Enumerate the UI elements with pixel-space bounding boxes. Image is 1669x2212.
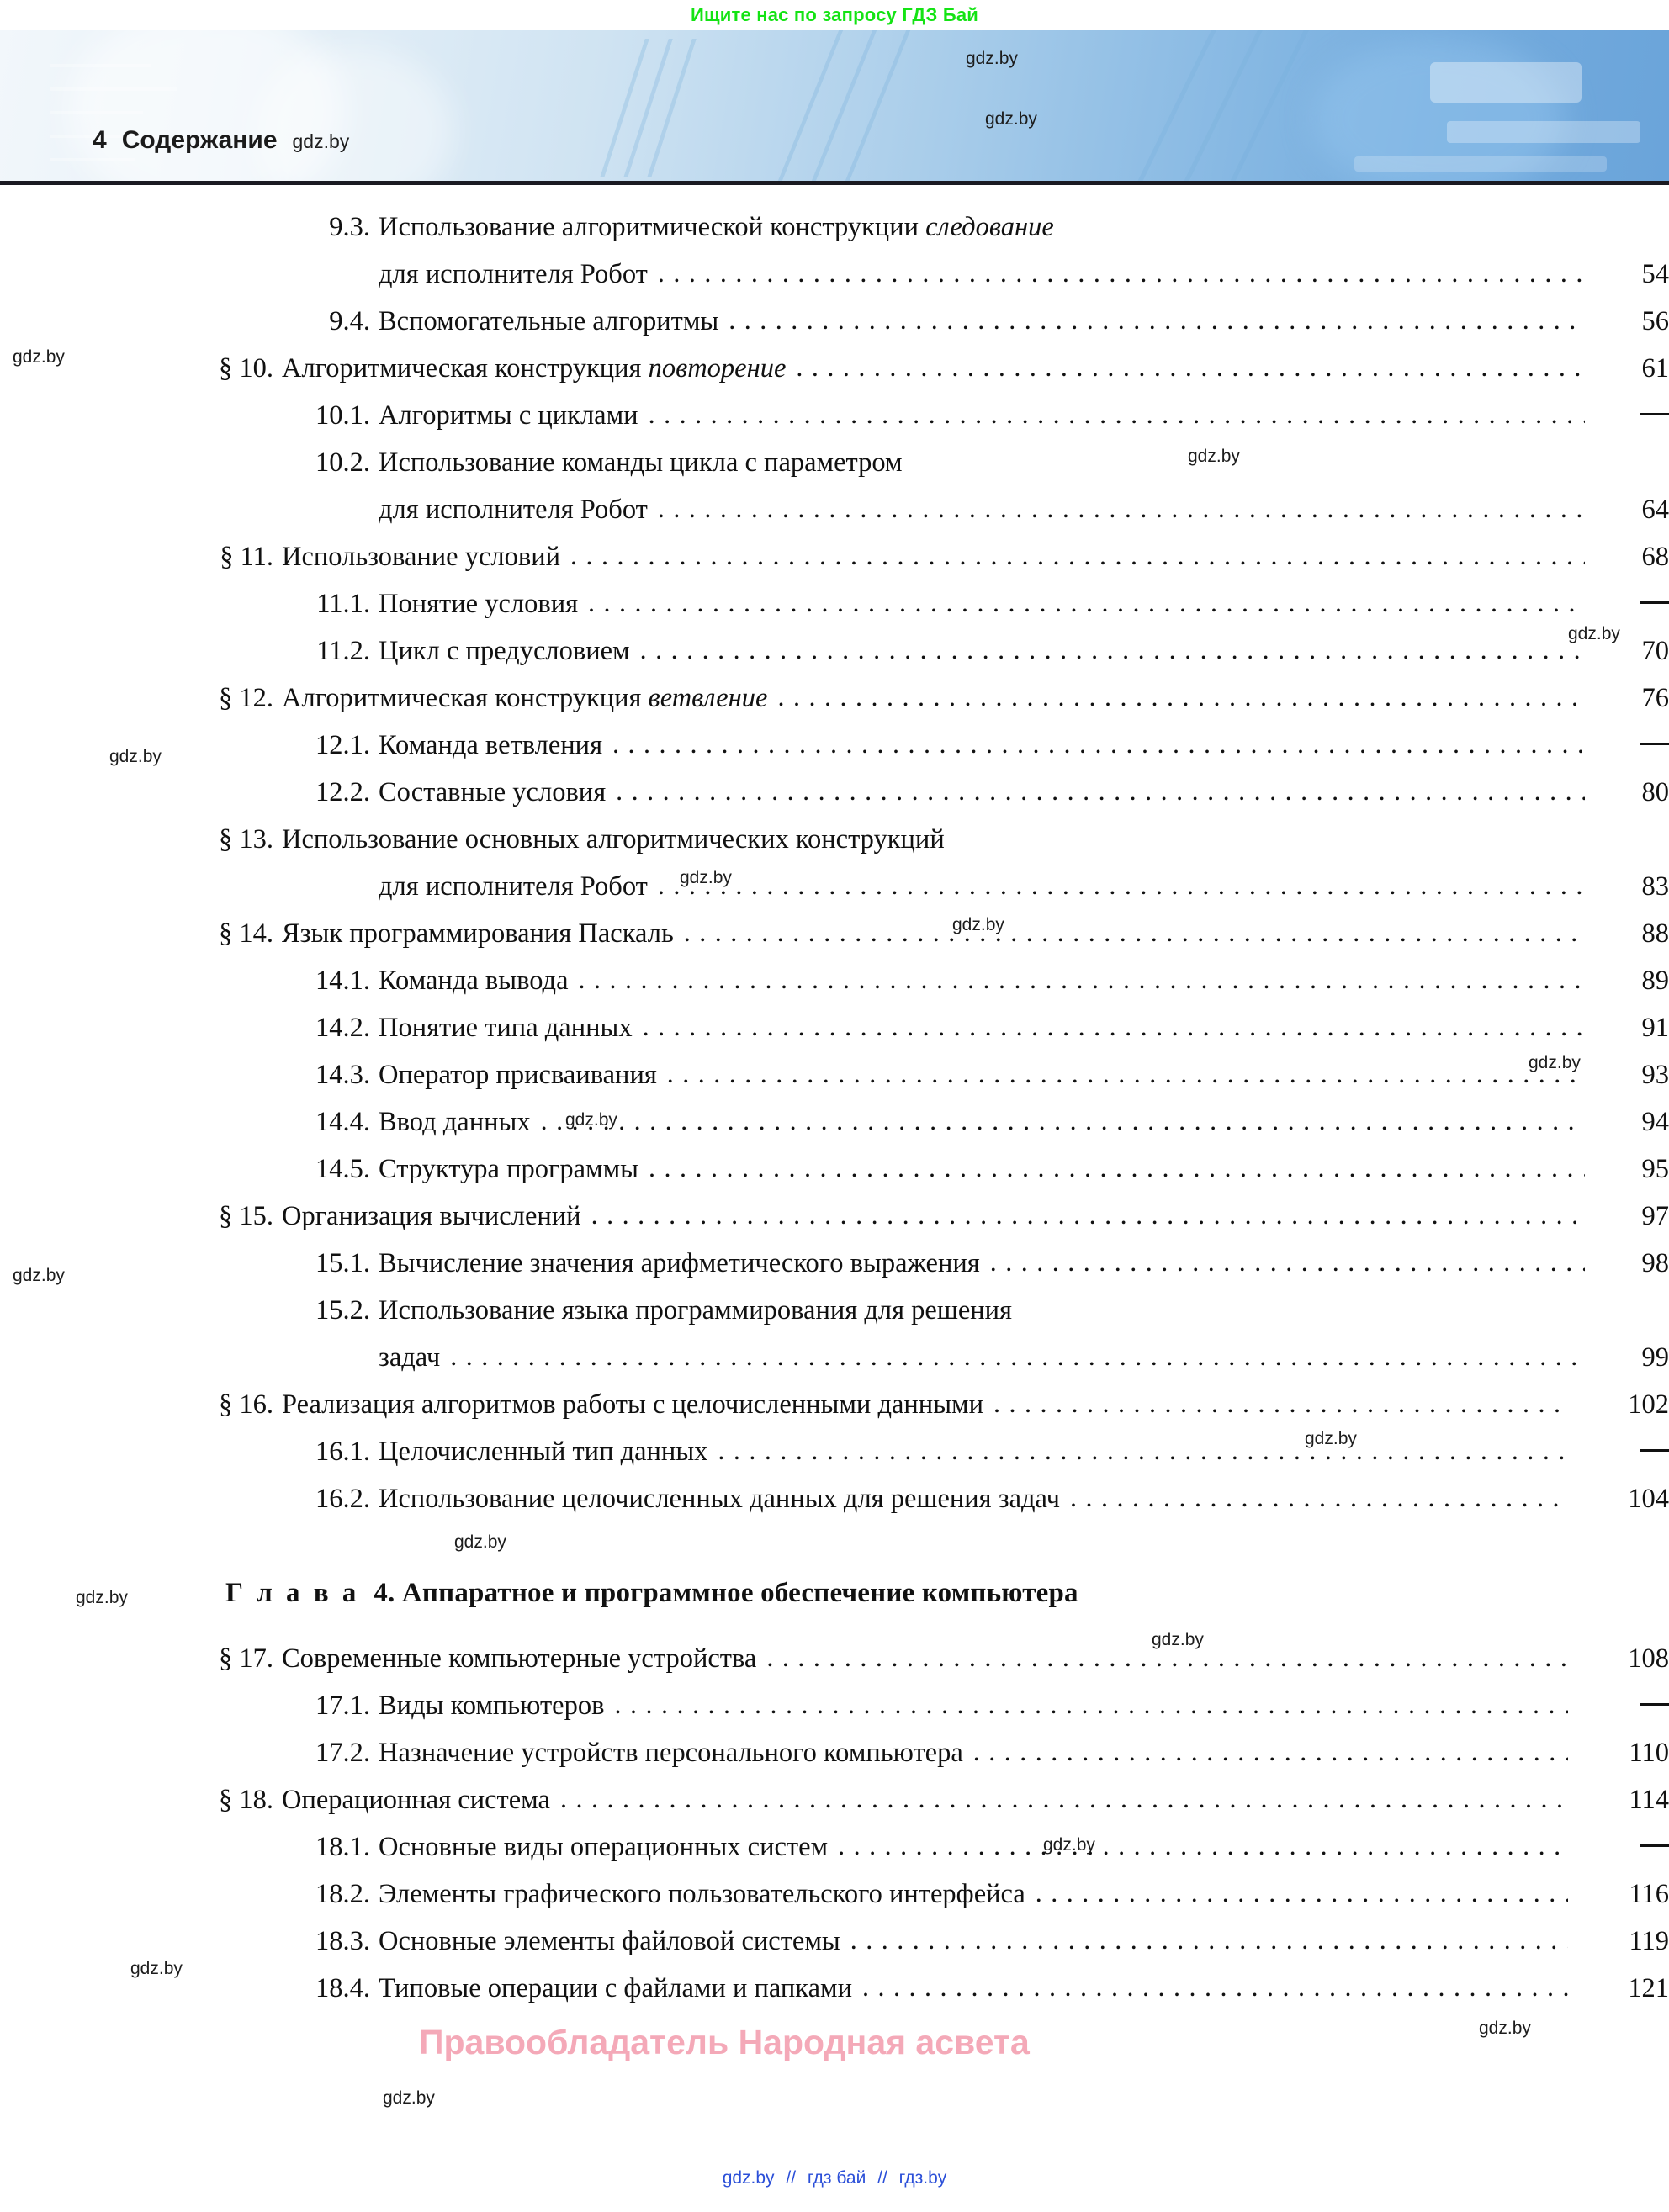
- toc-page: 61: [1641, 353, 1669, 384]
- toc-number: 18.1.: [315, 1832, 370, 1862]
- toc-title: Типовые операции с файлами и папками: [379, 1973, 852, 2003]
- toc-leader: [643, 1016, 1585, 1044]
- toc-number: 11.2.: [316, 636, 370, 666]
- toc-entry[interactable]: [0, 627, 1669, 675]
- toc-title: Основные виды операционных систем: [379, 1832, 829, 1862]
- toc-leader: [658, 498, 1585, 526]
- watermark-gdz: gdz.by: [1529, 1053, 1581, 1072]
- toc-page: [1576, 1823, 1669, 1871]
- toc-leader: [616, 781, 1585, 808]
- toc-number: § 17.: [219, 1643, 273, 1674]
- toc-leader: [777, 686, 1585, 714]
- toc-entry[interactable]: [0, 1381, 1669, 1428]
- toc-leader: [591, 1204, 1585, 1232]
- toc-title: Оператор присваивания: [379, 1060, 657, 1090]
- toc-entry[interactable]: [0, 1004, 1669, 1051]
- toc-leader: [729, 310, 1585, 337]
- toc-page: 93: [1641, 1060, 1669, 1090]
- toc-leader: [649, 404, 1585, 431]
- toc-title: Вычисление значения арифметического выражения: [379, 1248, 980, 1278]
- toc-entry[interactable]: [0, 439, 1669, 486]
- toc-title: Язык программирования Паскаль: [282, 918, 674, 949]
- watermark-gdz: gdz.by: [1043, 1835, 1095, 1855]
- toc-leader: [658, 875, 1585, 902]
- toc-page: 114: [1629, 1785, 1669, 1815]
- page-dash: [1640, 601, 1669, 604]
- toc-title: Использование условий: [282, 542, 560, 572]
- toc-entry[interactable]: [0, 1193, 1669, 1240]
- promo-text: Ищите нас по запросу ГДЗ Бай: [690, 4, 978, 25]
- header-trace-10: [810, 30, 877, 185]
- toc-title: Реализация алгоритмов работы с целочисленными данными: [282, 1389, 983, 1420]
- watermark-gdz: gdz.by: [1479, 2019, 1531, 2038]
- header-trace-5: [50, 158, 135, 161]
- toc-number: 10.1.: [315, 400, 370, 431]
- toc-entry[interactable]: [0, 722, 1669, 769]
- toc-entry[interactable]: [0, 957, 1669, 1004]
- toc-number: 9.4.: [329, 306, 370, 336]
- toc-entry[interactable]: [0, 1287, 1669, 1334]
- header-trace-14: [1228, 30, 1309, 185]
- toc-leader: [955, 828, 1585, 855]
- toc-entry[interactable]: [0, 533, 1669, 580]
- watermark-gdz: gdz.by: [76, 1588, 128, 1607]
- toc-entry[interactable]: [0, 1918, 1669, 1965]
- toc-number: § 15.: [219, 1201, 273, 1231]
- chapter-number: 4.: [374, 1578, 395, 1608]
- toc-title: Цикл с предусловием: [379, 636, 630, 666]
- header-pad-3: [1354, 156, 1607, 172]
- toc-page: 68: [1641, 542, 1669, 572]
- toc-number: 17.2.: [315, 1738, 370, 1768]
- chapter-label: Г л а в а: [225, 1578, 360, 1608]
- toc-title: Виды компьютеров: [379, 1691, 605, 1721]
- watermark-gdz: gdz.by: [1568, 624, 1620, 643]
- toc-leader: [993, 1393, 1568, 1421]
- toc-title: для исполнителя Робот: [379, 259, 648, 289]
- toc-leader: [684, 922, 1585, 950]
- toc-entry[interactable]: [0, 1051, 1669, 1098]
- toc-leader: [612, 733, 1585, 761]
- toc-leader: [850, 1929, 1568, 1957]
- toc-number: 15.2.: [315, 1295, 370, 1326]
- header-trace-1: [50, 64, 151, 67]
- toc-number: § 11.: [220, 542, 273, 572]
- footer-separator-1: //: [786, 2168, 797, 2188]
- watermark-gdz: gdz.by: [985, 109, 1037, 129]
- promo-strip: [0, 0, 1669, 30]
- toc-leader: [579, 969, 1585, 997]
- toc-page: 56: [1641, 306, 1669, 336]
- toc-page: 108: [1628, 1643, 1669, 1674]
- toc-title: Назначение устройств персонального компьютера: [379, 1738, 963, 1768]
- header-trace-2: [50, 87, 177, 91]
- header-trace-7: [623, 39, 673, 177]
- toc-entry[interactable]: [0, 1240, 1669, 1287]
- toc-leader: [667, 1063, 1585, 1091]
- toc-page: 119: [1629, 1926, 1669, 1956]
- toc-entry[interactable]: [0, 675, 1669, 722]
- toc-leader: [570, 545, 1585, 573]
- toc-leader: [588, 592, 1585, 620]
- toc-page: 70: [1641, 636, 1669, 666]
- toc-page: 94: [1641, 1107, 1669, 1137]
- toc-entry[interactable]: [0, 769, 1669, 816]
- toc-page: 99: [1641, 1342, 1669, 1373]
- footer-link-left[interactable]: gdz.by: [722, 2168, 775, 2188]
- toc-title: Операционная система: [282, 1785, 550, 1815]
- toc-number: 16.2.: [315, 1484, 370, 1514]
- watermark-gdz: gdz.by: [13, 347, 65, 367]
- page-dash: [1640, 743, 1669, 745]
- page-header: [93, 126, 349, 155]
- toc-leader: [796, 357, 1585, 384]
- header-trace-13: [1182, 30, 1263, 185]
- watermark-gdz: gdz.by: [383, 2088, 435, 2108]
- toc-leader: [1022, 1299, 1585, 1326]
- page-number: 4: [93, 126, 107, 154]
- toc-leader: [1036, 1882, 1568, 1910]
- toc-leader: [450, 1346, 1585, 1373]
- toc-page: 80: [1641, 777, 1669, 807]
- toc-title: Понятие типа данных: [379, 1013, 633, 1043]
- toc-title: Организация вычислений: [282, 1201, 581, 1231]
- watermark-gdz: gdz.by: [130, 1959, 183, 1978]
- watermark-gdz: gdz.by: [1305, 1429, 1357, 1448]
- toc-leader: [973, 1741, 1568, 1769]
- toc-page: 91: [1641, 1013, 1669, 1043]
- toc-page: [1593, 580, 1669, 627]
- toc-title: Алгоритмическая конструкция повторение: [282, 353, 787, 384]
- header-pad-1: [1430, 62, 1582, 103]
- toc-title: Вспомогательные алгоритмы: [379, 306, 719, 336]
- toc-leader: [718, 1440, 1568, 1468]
- chapter-heading: [0, 1571, 1669, 1615]
- toc-leader: [838, 1835, 1568, 1863]
- toc-entry[interactable]: [0, 816, 1669, 863]
- toc-leader: [541, 1110, 1585, 1138]
- watermark-gdz: gdz.by: [13, 1266, 65, 1285]
- toc-entry[interactable]: [0, 204, 1669, 251]
- toc-page: 88: [1641, 918, 1669, 949]
- toc-number: 14.2.: [315, 1013, 370, 1043]
- toc-title: Команда ветвления: [379, 730, 603, 760]
- toc-number: 18.2.: [315, 1879, 370, 1909]
- footer-links[interactable]: [0, 2168, 1669, 2188]
- toc-page: 95: [1641, 1154, 1669, 1184]
- toc-title: Алгоритмическая конструкция ветвление: [282, 683, 768, 713]
- toc-leader: [658, 262, 1585, 290]
- toc-title: Использование команды цикла с параметром: [379, 447, 903, 478]
- toc-leader: [862, 1977, 1568, 2004]
- toc-page: 83: [1641, 871, 1669, 902]
- toc-leader: [649, 1157, 1585, 1185]
- toc-title: Команда вывода: [379, 966, 569, 996]
- header-watermark: gdz.by: [292, 130, 350, 152]
- toc-title: Целочисленный тип данных: [379, 1437, 708, 1467]
- footer-separator-2: //: [877, 2168, 887, 2188]
- header-trace-3: [50, 111, 143, 114]
- toc-leader: [560, 1788, 1568, 1816]
- toc-title: Структура программы: [379, 1154, 638, 1184]
- toc-entry[interactable]: [0, 1729, 1669, 1776]
- toc-leader: [640, 639, 1585, 667]
- watermark-gdz: gdz.by: [1152, 1630, 1204, 1649]
- header-trace-9: [776, 30, 843, 185]
- watermark-gdz: gdz.by: [109, 747, 162, 766]
- toc-entry[interactable]: [0, 580, 1669, 627]
- toc-entry[interactable]: [0, 392, 1669, 439]
- toc-number: 12.2.: [315, 777, 370, 807]
- rights-notice: Правообладатель Народная асвета: [419, 2023, 1030, 2061]
- toc-title: для исполнителя Робот: [379, 495, 648, 525]
- toc-entry[interactable]: [0, 1871, 1669, 1918]
- toc-entry[interactable]: [0, 910, 1669, 957]
- toc-leader: [990, 1252, 1585, 1279]
- toc-title: Использование целочисленных данных для решения задач: [379, 1484, 1061, 1514]
- toc-entry[interactable]: [0, 1475, 1669, 1522]
- toc-title: Алгоритмы с циклами: [379, 400, 638, 431]
- toc-entry[interactable]: [0, 1682, 1669, 1729]
- footer-link-right[interactable]: гдз.by: [898, 2168, 947, 2188]
- watermark-gdz: gdz.by: [966, 49, 1018, 68]
- toc-number: § 13.: [219, 824, 273, 855]
- toc-entry[interactable]: [0, 1146, 1669, 1193]
- toc-number: 15.1.: [315, 1248, 370, 1278]
- toc-entry[interactable]: [0, 486, 1669, 533]
- page-dash: [1640, 413, 1669, 415]
- toc-entry[interactable]: [0, 1098, 1669, 1146]
- toc-page: [1593, 722, 1669, 769]
- page-title: Содержание: [121, 126, 278, 154]
- toc-entry[interactable]: [0, 1823, 1669, 1871]
- toc-leader: [1070, 1487, 1568, 1515]
- toc-title: Использование основных алгоритмических конструкций: [282, 824, 945, 855]
- toc-number: § 18.: [219, 1785, 273, 1815]
- toc-title: Использование языка программирования для решения: [379, 1295, 1013, 1326]
- toc-page: 54: [1641, 259, 1669, 289]
- toc-title: Понятие условия: [379, 589, 579, 619]
- toc-page: 116: [1629, 1879, 1669, 1909]
- toc-entry[interactable]: [0, 1776, 1669, 1823]
- toc-number: § 16.: [219, 1389, 273, 1420]
- toc-page: 121: [1628, 1973, 1669, 2003]
- toc-page: [1593, 392, 1669, 439]
- header-bottom-rule: [0, 181, 1669, 185]
- toc-page: 98: [1641, 1248, 1669, 1278]
- toc-title: Использование алгоритмической конструкции следование: [379, 212, 1054, 242]
- toc-page: 89: [1641, 966, 1669, 996]
- toc-title: Основные элементы файловой системы: [379, 1926, 840, 1956]
- toc-number: 18.4.: [315, 1973, 370, 2003]
- chapter-title: Аппаратное и программное обеспечение компьютера: [401, 1578, 1078, 1608]
- toc-entry[interactable]: [0, 1428, 1669, 1475]
- page-dash: [1640, 1449, 1669, 1452]
- toc-number: 14.5.: [315, 1154, 370, 1184]
- toc-entry[interactable]: [0, 1965, 1669, 2012]
- toc-number: 18.3.: [315, 1926, 370, 1956]
- toc-entry[interactable]: [0, 298, 1669, 345]
- toc-number: 16.1.: [315, 1437, 370, 1467]
- toc-page: 104: [1628, 1484, 1669, 1514]
- toc-leader: [1064, 215, 1585, 243]
- watermark-gdz: gdz.by: [565, 1110, 617, 1130]
- watermark-gdz: gdz.by: [680, 868, 732, 887]
- header-trace-11: [844, 30, 910, 185]
- toc-number: 9.3.: [329, 212, 370, 242]
- toc-entry[interactable]: [0, 1334, 1669, 1381]
- toc-page: 64: [1641, 495, 1669, 525]
- page-dash: [1640, 1844, 1669, 1847]
- toc-page: 97: [1641, 1201, 1669, 1231]
- toc-page: [1576, 1428, 1669, 1475]
- toc-entry[interactable]: [0, 251, 1669, 298]
- toc-entry[interactable]: [0, 345, 1669, 392]
- header-decorative-band: [0, 30, 1669, 185]
- table-of-contents: [0, 204, 1669, 2012]
- toc-number: 17.1.: [315, 1691, 370, 1721]
- toc-number: § 14.: [219, 918, 273, 949]
- watermark-gdz: gdz.by: [1188, 447, 1240, 466]
- toc-number: 14.1.: [315, 966, 370, 996]
- toc-leader: [614, 1694, 1568, 1722]
- toc-page: [1576, 1682, 1669, 1729]
- toc-number: 14.4.: [315, 1107, 370, 1137]
- toc-page: 76: [1641, 683, 1669, 713]
- page-dash: [1640, 1703, 1669, 1706]
- toc-number: 10.2.: [315, 447, 370, 478]
- toc-title: Элементы графического пользовательского интерфейса: [379, 1879, 1025, 1909]
- toc-number: 14.3.: [315, 1060, 370, 1090]
- toc-title: Составные условия: [379, 777, 607, 807]
- toc-page: 102: [1628, 1389, 1669, 1420]
- toc-leader: [913, 451, 1585, 479]
- toc-title: для исполнителя Робот: [379, 871, 648, 902]
- toc-title: задач: [379, 1342, 441, 1373]
- watermark-gdz: gdz.by: [454, 1532, 506, 1552]
- header-trace-6: [600, 39, 649, 177]
- toc-number: 11.1.: [316, 589, 370, 619]
- toc-entry[interactable]: [0, 1635, 1669, 1682]
- toc-number: 12.1.: [315, 730, 370, 760]
- toc-entry[interactable]: [0, 863, 1669, 910]
- footer-link-mid[interactable]: гдз бай: [807, 2168, 866, 2188]
- toc-title: Современные компьютерные устройства: [282, 1643, 757, 1674]
- toc-leader: [766, 1647, 1568, 1675]
- toc-page: 110: [1629, 1738, 1669, 1768]
- toc-number: § 10.: [219, 353, 273, 384]
- toc-number: § 12.: [219, 683, 273, 713]
- header-trace-8: [647, 39, 697, 177]
- toc-title: Ввод данных: [379, 1107, 531, 1137]
- header-pad-2: [1447, 121, 1640, 143]
- watermark-gdz: gdz.by: [952, 915, 1004, 934]
- header-trace-12: [1136, 30, 1216, 185]
